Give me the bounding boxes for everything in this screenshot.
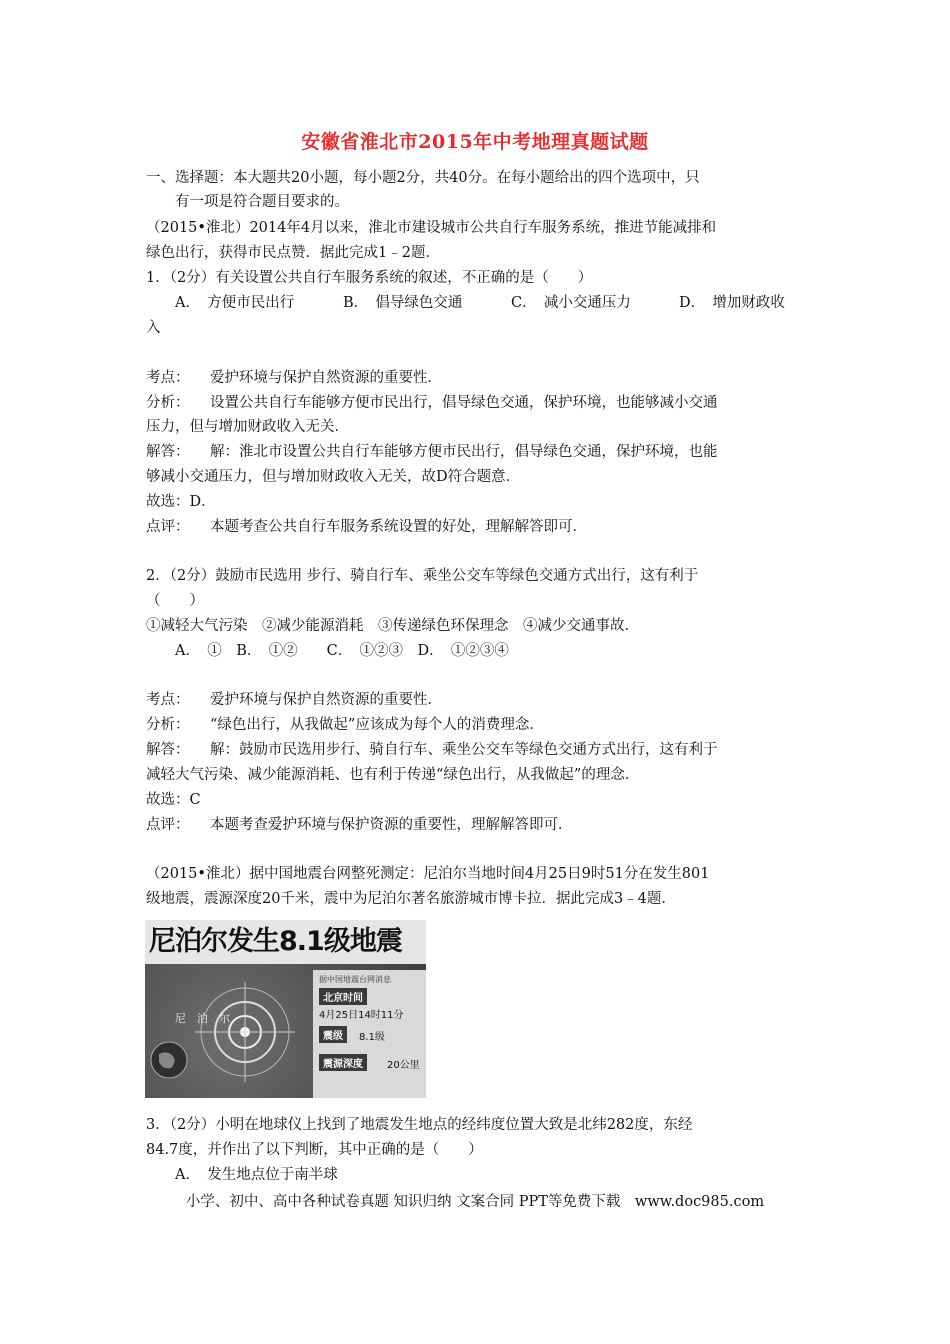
earthquake-headline: 尼泊尔发生8.1级地震 — [145, 920, 426, 964]
info-tag-time: 北京时间 — [319, 988, 367, 1005]
q2-stem: 2．（2分）鼓励市民选用 步行、骑自行车、乘坐公交车等绿色交通方式出行，这有利于 — [146, 568, 699, 584]
intro1-line2: 绿色出行，获得市民点赞．据此完成1﹣2题． — [146, 245, 440, 261]
globe-icon — [149, 1040, 189, 1080]
q1-fenxi-text: 设置公共自行车能够方便市民出行，倡导绿色交通，保护环境，也能够减小交通 — [210, 395, 718, 411]
info-level-value: 8.1级 — [359, 1032, 385, 1043]
info-tag-level: 震级 — [319, 1026, 347, 1043]
q1-option-b: B． 倡导绿色交通 — [343, 295, 463, 311]
intro1-line1: （2015•淮北）2014年4月以来，淮北市建设城市公共自行车服务系统，推进节能减排和 — [146, 220, 717, 236]
q1-dianping-text: 本题考查公共自行车服务系统设置的好处，理解解答即可． — [210, 519, 587, 535]
earthquake-image — [145, 920, 426, 1098]
q1-kaodian — [146, 368, 442, 388]
footer: 小学、初中、高中各种试卷真题 知识归纳 文案合同 PPT等免费下载 www.doc985.com — [185, 1194, 765, 1210]
intro2-line1: （2015•淮北）据中国地震台网整死测定：尼泊尔当地时间4月25日9时51分在发生801 — [146, 866, 710, 882]
q1-fenxi-cont: 压力，但与增加财政收入无关． — [146, 419, 349, 435]
q1-option-d-wrap: 入 — [146, 320, 161, 336]
q2-fenxi-label: 分析： — [146, 717, 190, 733]
q1-kaodian-text: 爱护环境与保护自然资源的重要性． — [210, 370, 442, 386]
q2-jieda-label: 解答： — [146, 742, 190, 758]
section-heading-line1: 一、选择题：本大题共20小题，每小题2分，共40分。在每小题给出的四个选项中，只 — [146, 170, 700, 186]
q1-dianping — [146, 517, 587, 537]
q1-fenxi — [146, 393, 718, 413]
q2-items: ①减轻大气污染 ②减少能源消耗 ③传递绿色环保理念 ④减少交通事故． — [146, 618, 639, 634]
q1-option-a: A． 方便市民出行 — [175, 295, 295, 311]
q3-option-a: A． 发生地点位于南半球 — [175, 1167, 338, 1183]
info-time-value: 4月25日14时11分 — [319, 1010, 404, 1021]
q1-options — [175, 293, 785, 313]
section-heading-line2: 有一项是符合题目要求的。 — [175, 194, 349, 210]
info-tag-depth: 震源深度 — [319, 1054, 367, 1071]
q3-stem-cont: 84.7度，并作出了以下判断，其中正确的是（ ） — [146, 1142, 483, 1158]
q1-option-c: C． 减小交通压力 — [511, 295, 631, 311]
map-country-label: 尼 泊 尔 — [175, 1012, 230, 1025]
q1-jieda — [146, 442, 718, 462]
epicenter-target-icon — [185, 972, 305, 1092]
q2-jieda-text: 解：鼓励市民选用步行、骑自行车、乘坐公交车等绿色交通方式出行，这有利于 — [210, 742, 718, 758]
q2-options: A． ① B． ①② C． ①②③ D． ①②③④ — [175, 643, 509, 659]
q2-dianping-label: 点评： — [146, 817, 190, 833]
intro2-line2: 级地震，震源深度20千米，震中为尼泊尔著名旅游城市博卡拉．据此完成3﹣4题． — [146, 891, 676, 907]
page-title: 安徽省淮北市2015年中考地理真题试题 — [301, 131, 649, 153]
q1-jieda-label: 解答： — [146, 444, 190, 460]
q1-jieda-cont: 够减小交通压力，但与增加财政收入无关，故D符合题意． — [146, 469, 521, 485]
q2-kaodian — [146, 690, 442, 710]
q1-option-d: D． 增加财政收 — [679, 295, 785, 311]
q2-stem-cont: （ ） — [146, 593, 204, 609]
q1-fenxi-label: 分析： — [146, 395, 190, 411]
q2-dianping — [146, 815, 573, 835]
q2-answer: 故选：C — [146, 792, 201, 808]
info-panel — [313, 970, 426, 1098]
q2-fenxi-text: “绿色出行，从我做起”应该成为每个人的消费理念． — [210, 717, 544, 733]
q2-jieda-cont: 减轻大气污染、减少能源消耗、也有利于传递“绿色出行，从我做起”的理念． — [146, 767, 640, 783]
q2-kaodian-text: 爱护环境与保护自然资源的重要性． — [210, 692, 442, 708]
q1-kaodian-label: 考点： — [146, 370, 190, 386]
info-depth-value: 20公里 — [387, 1060, 420, 1071]
info-source: 据中国地震台网消息 — [319, 975, 391, 984]
q2-jieda — [146, 740, 718, 760]
q3-stem: 3．（2分）小明在地球仪上找到了地震发生地点的经纬度位置大致是北纬282度，东经 — [146, 1117, 693, 1133]
q1-answer: 故选：D． — [146, 494, 216, 510]
q1-dianping-label: 点评： — [146, 519, 190, 535]
q1-stem: 1．（2分）有关设置公共自行车服务系统的叙述，不正确的是（ ） — [146, 270, 593, 286]
q2-fenxi — [146, 715, 544, 735]
q1-jieda-text: 解：淮北市设置公共自行车能够方便市民出行，倡导绿色交通，保护环境，也能 — [210, 444, 718, 460]
q2-dianping-text: 本题考查爱护环境与保护资源的重要性，理解解答即可． — [210, 817, 573, 833]
q2-kaodian-label: 考点： — [146, 692, 190, 708]
